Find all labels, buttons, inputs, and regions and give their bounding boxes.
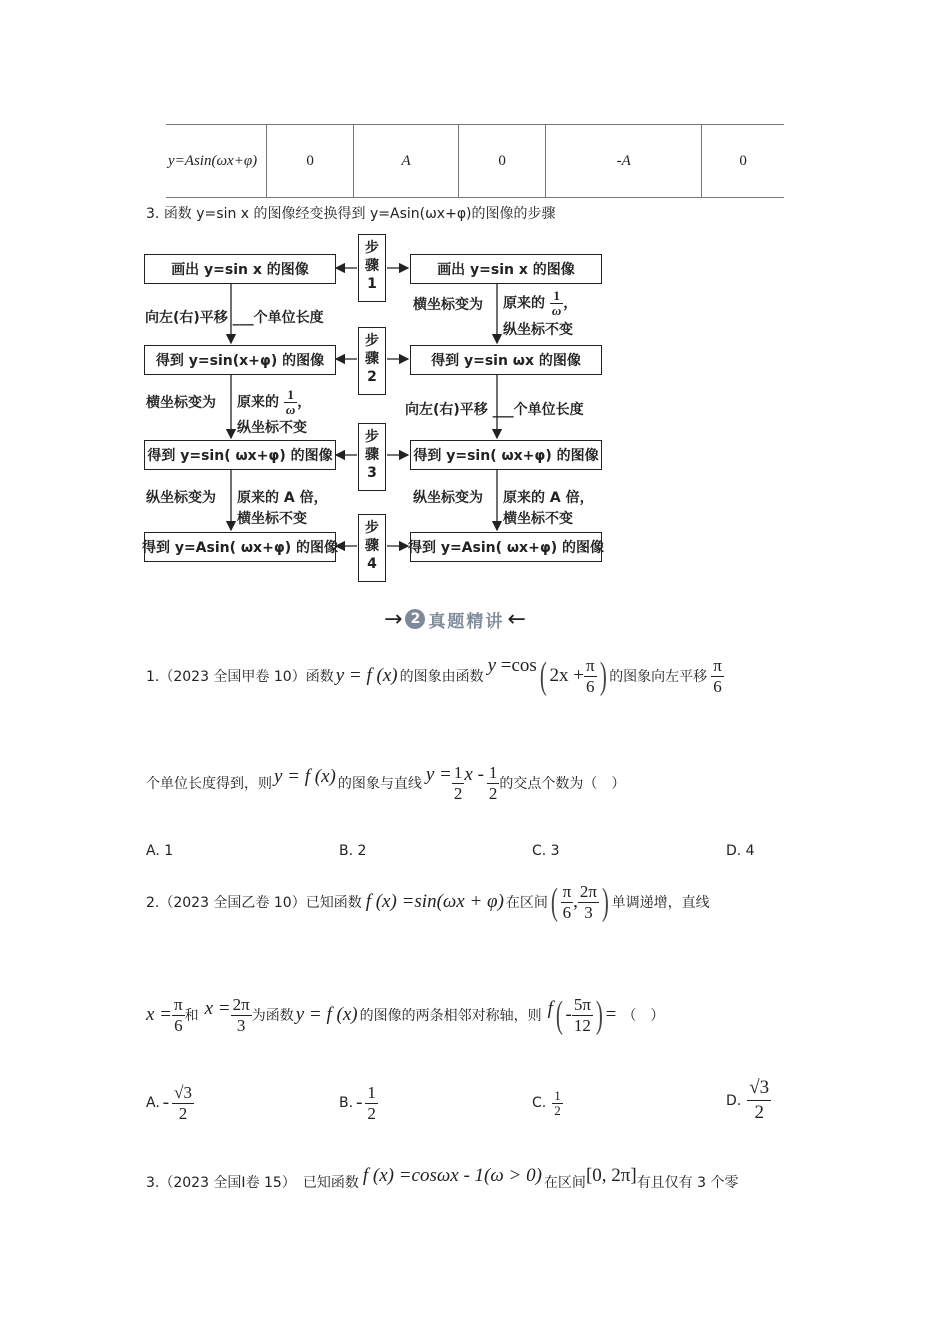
flow-label-left-2a: 横坐标变为 <box>146 395 216 411</box>
table-cell: A <box>354 125 459 198</box>
number-badge: 2 <box>405 609 425 629</box>
question-1-line-1: 1.（2023 全国甲卷 10）函数 y = f (x) 的图象由函数 y =cos ( 2x + $\frac{\pi}{6}$ ) 的图象向左平移 $\frac{\pi}{6}$ <box>146 655 722 697</box>
option-b: B. 2 <box>339 843 367 859</box>
option-c: C. 3 <box>532 843 560 859</box>
step-box-1: 步 骤 1 <box>358 234 386 302</box>
section-heading: 3. 函数 y=sin x 的图像经变换得到 y=Asin(ωx+φ)的图像的步骤 <box>146 206 556 222</box>
flow-label-right-1a: 横坐标变为 <box>413 297 483 313</box>
flow-box-right-2: 得到 y=sin ωx 的图像 <box>410 345 602 375</box>
flow-box-left-3: 得到 y=sin( ωx+φ) 的图像 <box>144 440 336 470</box>
banner-title: 真题精讲 <box>428 611 505 632</box>
flow-box-right-3: 得到 y=sin( ωx+φ) 的图像 <box>410 440 602 470</box>
question-2-line-2: x = $\frac{\pi}{6}$ 和 x = $\frac{2\pi}{3}$ 为函数 y = f (x) 的图像的两条相邻对称轴，则 f ( - $\frac{5\pi}{12}$ ) = （ ） <box>146 994 665 1036</box>
table-cell: 0 <box>702 125 784 198</box>
flow-box-right-1: 画出 y=sin x 的图像 <box>410 254 602 284</box>
flow-label-left-3c: 横坐标不变 <box>237 511 307 527</box>
option-a: A. 1 <box>146 843 174 859</box>
step-box-4: 步 骤 4 <box>358 514 386 582</box>
flow-box-left-4: 得到 y=Asin( ωx+φ) 的图像 <box>144 532 336 562</box>
flow-box-left-1: 画出 y=sin x 的图像 <box>144 254 336 284</box>
step-box-3: 步 骤 3 <box>358 423 386 491</box>
flow-label-right-2: 向左(右)平移 ___个单位长度 <box>405 402 584 418</box>
table-cell: 0 <box>267 125 354 198</box>
flow-label-left-2c: 纵坐标不变 <box>237 420 307 436</box>
flow-box-right-4: 得到 y=Asin( ωx+φ) 的图像 <box>410 532 602 562</box>
table-cell: -A <box>546 125 702 198</box>
flow-label-right-3c: 横坐标不变 <box>503 511 573 527</box>
q2-option-a: A. - $\frac{√3}{2}$ <box>146 1082 192 1123</box>
flow-box-left-2: 得到 y=sin(x+φ) 的图像 <box>144 345 336 375</box>
flow-label-right-1c: 纵坐标不变 <box>503 322 573 338</box>
question-2-line-1: 2.（2023 全国乙卷 10）已知函数 f (x) =sin(ωx + φ) 在区间 ( $\frac{\pi}{6}$ , $\frac{2\pi}{3}$ ) 单调递增，直线 <box>146 881 710 923</box>
table-cell: 0 <box>458 125 545 198</box>
option-d: D. 4 <box>726 843 755 859</box>
flow-label-left-3a: 纵坐标变为 <box>146 490 216 506</box>
q2-option-c: C. $\frac{1}{2}$ <box>532 1087 561 1118</box>
flow-label-right-3a: 纵坐标变为 <box>413 490 483 506</box>
flow-label-left-3b: 原来的 A 倍， <box>237 490 328 506</box>
flow-label-left-2b: 原来的 $\frac{1}{\omega}$ ， <box>237 387 312 417</box>
flow-label-right-3b: 原来的 A 倍， <box>503 490 594 506</box>
q2-option-b: B. - $\frac{1}{2}$ <box>339 1082 376 1123</box>
question-3-line-1: 3.（2023 全国Ⅰ卷 15） 已知函数 f (x) =cosωx - 1(ω > 0) 在区间 [0, 2π] 有且仅有 3 个零 <box>146 1165 739 1191</box>
flow-label-right-1b: 原来的 $\frac{1}{\omega}$ ， <box>503 288 578 318</box>
q2-option-d: D. $\frac{√3}{2}$ <box>726 1077 770 1123</box>
question-1-line-2: 个单位长度得到，则 y = f (x) 的图象与直线 y = $\frac{1}{2}$ x - $\frac{1}{2}$ 的交点个数为（ ） <box>146 762 626 803</box>
section-banner: → 2 真题精讲 ← <box>384 606 526 632</box>
flow-label-left-1: 向左(右)平移 ___个单位长度 <box>145 310 324 326</box>
step-box-2: 步 骤 2 <box>358 327 386 395</box>
row-label: y=Asin(ωx+φ) <box>168 153 258 169</box>
